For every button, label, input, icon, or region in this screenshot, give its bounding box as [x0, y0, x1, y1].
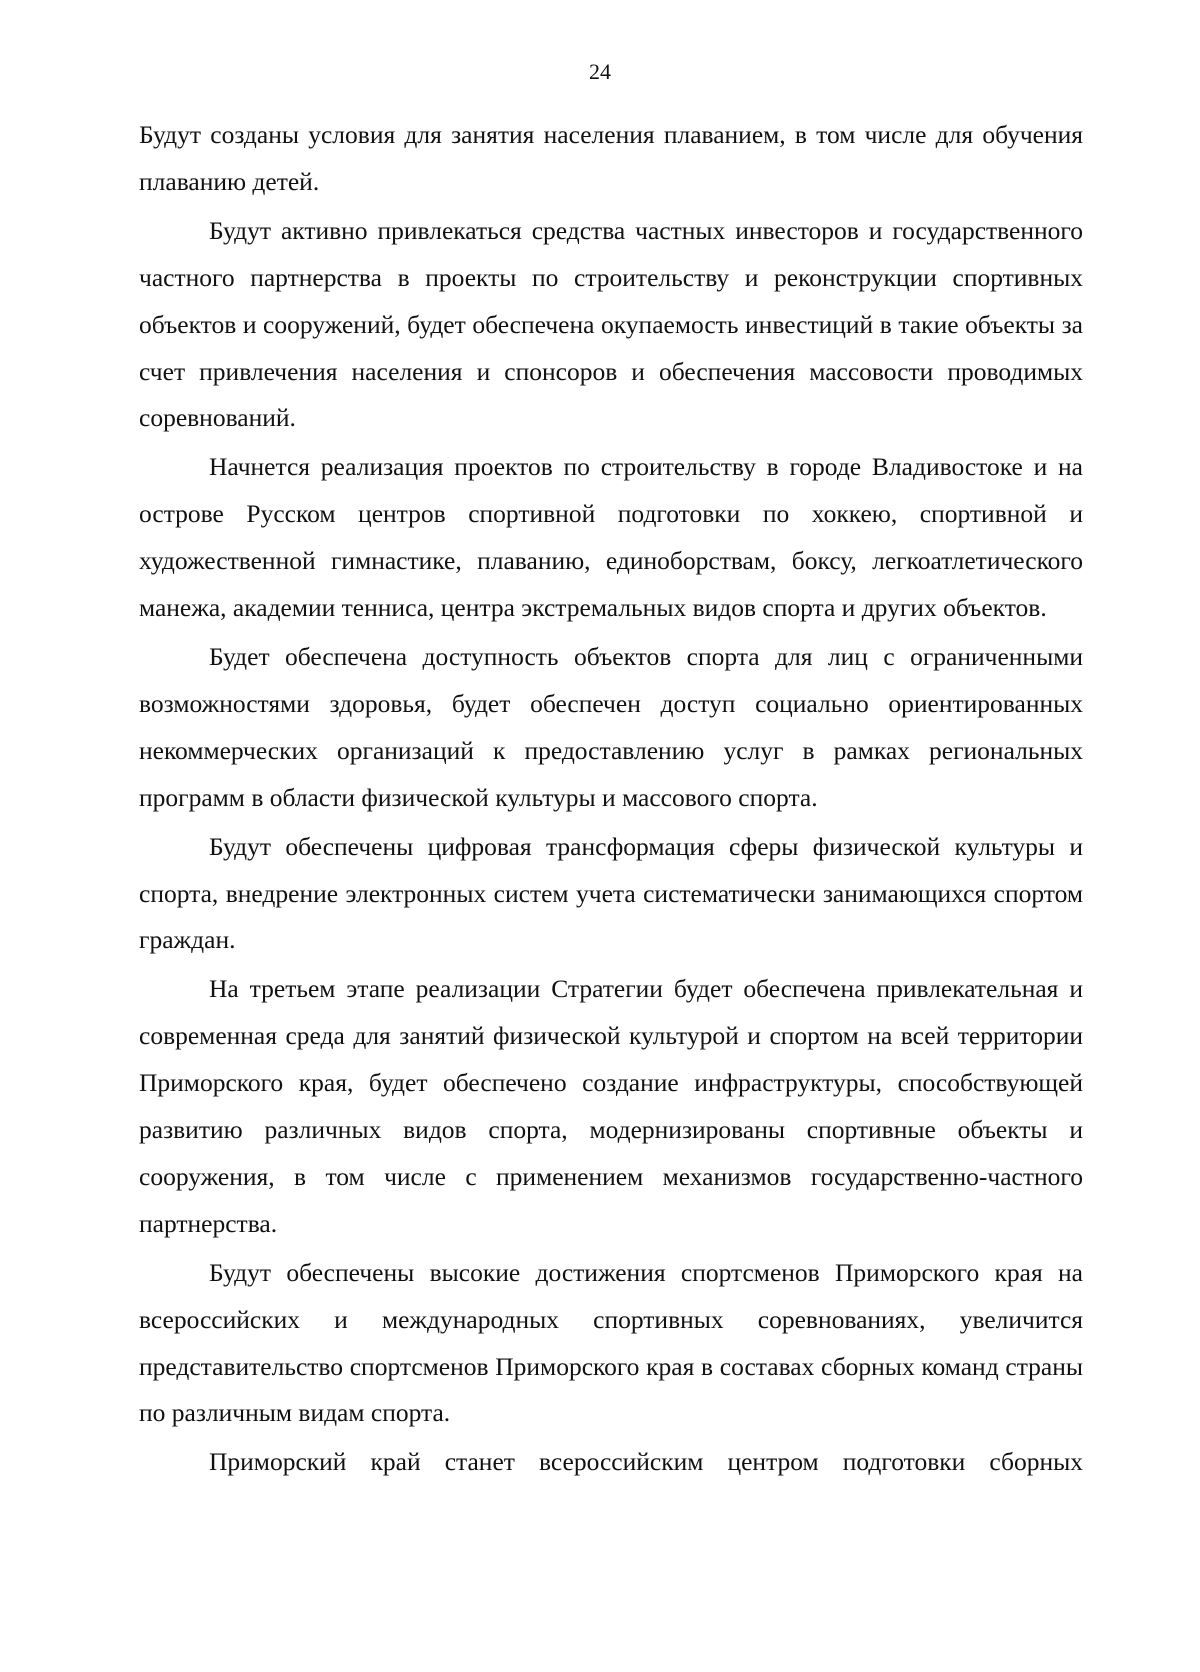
paragraph-2: Будут активно привлекаться средства частных инвесторов и государственного частного партнерства в проекты по строительству и реконструкции спортивных объектов и сооружений, будет обеспечена окупаемость инвестиций в такие объекты за счет привлечения населения и спонсоров и обеспечения массовости проводимых соревнований.: [139, 215, 1083, 433]
page-number: 24: [589, 59, 611, 84]
paragraph-6: На третьем этапе реализации Стратегии будет обеспечена привлекательная и современная среда для занятий физической культурой и спортом на всей территории Приморского края, будет обеспечено создание инфраструктуры, способствующей развитию различных видов спорта, модернизированы спортивные объекты и сооружения, в том числе с применением механизмов государственно-частного партнерства.: [139, 974, 1083, 1238]
paragraph-7: Будут обеспечены высокие достижения спортсменов Приморского края на всероссийских и международных спортивных соревнованиях, увеличится представительство спортсменов Приморского края в составах сборных команд страны по различным видам спорта.: [139, 1257, 1083, 1428]
paragraph-8: Приморский край станет всероссийским центром подготовки сборных: [209, 1447, 1083, 1477]
paragraph-3: Начнется реализация проектов по строительству в городе Владивостоке и на острове Русском центров спортивной подготовки по хоккею, спортивной и художественной гимнастике, плаванию, единоборствам, боксу, легкоатлетического манежа, академии тенниса, центра экстремальных видов спорта и других объектов.: [139, 452, 1083, 623]
paragraph-1: Будут созданы условия для занятия населения плаванием, в том числе для обучения плаванию детей.: [139, 120, 1083, 196]
paragraph-5: Будут обеспечены цифровая трансформация сферы физической культуры и спорта, внедрение электронных систем учета систематически занимающихся спортом граждан.: [139, 831, 1083, 955]
document-body: [139, 112, 1083, 1488]
paragraph-4: Будет обеспечена доступность объектов спорта для лиц с ограниченными возможностями здоровья, будет обеспечен доступ социально ориентированных некоммерческих организаций к предоставлению услуг в рамках региональных программ в области физической культуры и массового спорта.: [139, 641, 1083, 812]
